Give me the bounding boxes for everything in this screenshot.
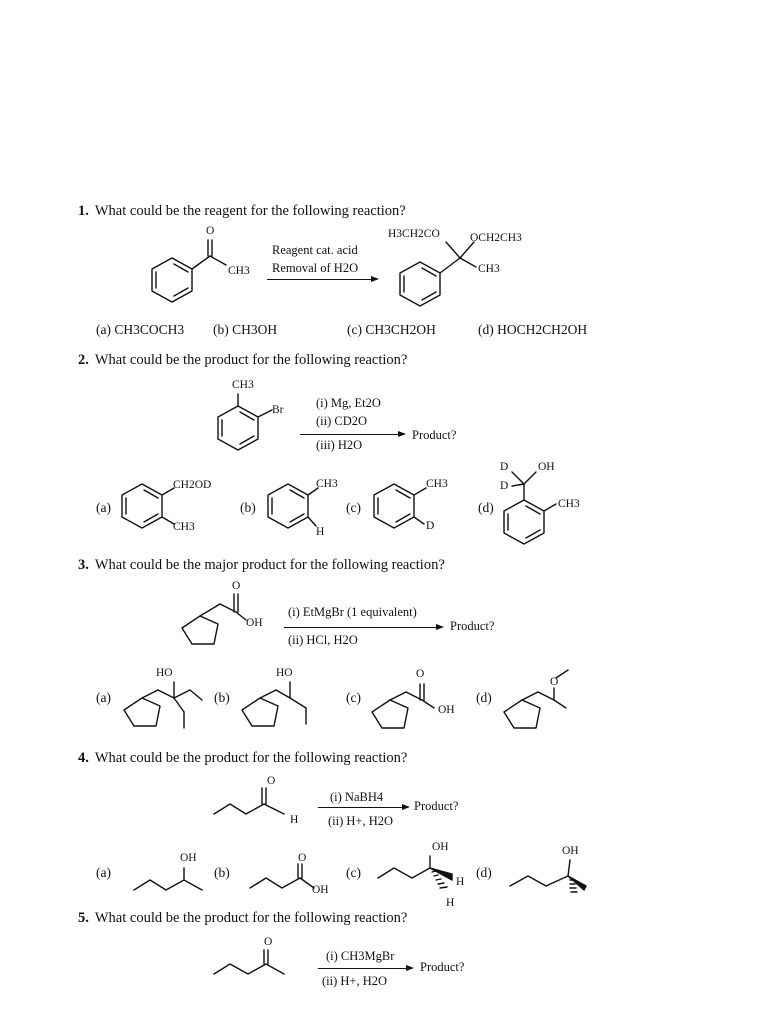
q1-reactant-methyl: CH3 — [228, 265, 250, 277]
q1-reaction-arrow — [267, 279, 377, 280]
q3-condition-1: (i) EtMgBr (1 equivalent) — [288, 605, 417, 619]
q4-reaction-arrow — [318, 807, 408, 808]
q2-option-a-group-2: CH3 — [173, 521, 195, 533]
q3-reactant-oxygen: O — [232, 580, 241, 592]
q1-product-ethoxy-left: H3CH2CO — [388, 228, 440, 240]
q2-option-d-label[interactable]: (d) — [478, 500, 494, 515]
q2-option-d-group-3: OH — [538, 461, 555, 473]
q3-reactant-structure — [176, 592, 266, 652]
q3-condition-2: (ii) HCl, H2O — [288, 633, 358, 647]
q2-reactant-structure — [208, 392, 288, 472]
question-1 — [78, 203, 406, 220]
q2-option-d-group-4: CH3 — [558, 498, 580, 510]
q4-option-d-structure[interactable] — [504, 856, 604, 908]
q1-option-a[interactable]: (a) CH3COCH3 — [96, 322, 185, 337]
q3-option-a-structure[interactable] — [118, 678, 218, 738]
question-number: 1. — [78, 203, 89, 219]
question-text: What could be the product for the following reaction? — [94, 910, 408, 926]
q5-condition-1: (i) CH3MgBr — [326, 949, 395, 963]
q3-option-c-group-2: OH — [438, 704, 455, 716]
q1-option-c[interactable]: (c) CH3CH2OH — [347, 322, 436, 337]
q2-reaction-arrow — [300, 434, 404, 435]
q3-option-d-label[interactable]: (d) — [476, 690, 492, 705]
question-number: 3. — [78, 557, 89, 573]
question-5 — [78, 910, 407, 927]
q3-reaction-arrow — [284, 627, 442, 628]
q1-condition-2: Removal of H2O — [272, 261, 359, 275]
q3-option-c-group-1: O — [416, 668, 425, 680]
question-3 — [78, 557, 445, 574]
q2-option-c-group-2: D — [426, 520, 435, 532]
q1-product-structure — [394, 236, 514, 316]
q4-reactant-structure — [208, 786, 308, 826]
q3-option-b-structure[interactable] — [236, 678, 326, 738]
q1-option-b[interactable]: (b) CH3OH — [213, 322, 278, 337]
q3-reactant-hydroxyl: OH — [246, 617, 263, 629]
question-number: 2. — [78, 352, 89, 368]
q3-option-d-group-1: O — [550, 676, 559, 688]
q4-reactant-oxygen: O — [267, 775, 276, 787]
q5-reactant-structure — [208, 946, 308, 986]
q5-reaction-arrow — [318, 968, 412, 969]
q2-option-a-group-1: CH2OD — [173, 479, 212, 491]
q4-option-b-structure[interactable] — [244, 860, 334, 900]
q2-product-placeholder: Product? — [412, 428, 457, 442]
q3-option-d-structure[interactable] — [498, 664, 598, 736]
question-number: 4. — [78, 750, 89, 766]
q4-option-a-structure[interactable] — [128, 864, 218, 904]
q2-condition-2: (ii) CD2O — [316, 414, 368, 428]
question-text: What could be the product for the following reaction? — [94, 352, 408, 368]
q4-option-c-structure[interactable] — [372, 852, 472, 904]
q3-option-a-label[interactable]: (a) — [96, 690, 111, 705]
q4-option-c-group-1: OH — [432, 841, 449, 853]
q4-option-c-group-2: H — [456, 876, 465, 888]
q2-condition-1: (i) Mg, Et2O — [316, 396, 381, 410]
q2-option-b-group-2: H — [316, 526, 325, 538]
q4-option-b-group-1: O — [298, 852, 307, 864]
q2-condition-3: (iii) H2O — [316, 438, 363, 452]
q2-option-d-structure[interactable] — [498, 462, 578, 554]
q3-option-a-group-1: HO — [156, 667, 173, 679]
q4-reactant-hydrogen: H — [290, 814, 299, 826]
question-text: What could be the product for the following reaction? — [94, 750, 408, 766]
q5-reactant-oxygen: O — [264, 936, 273, 948]
q2-option-b-label[interactable]: (b) — [240, 500, 256, 515]
q2-option-a-label[interactable]: (a) — [96, 500, 111, 515]
question-number: 5. — [78, 910, 89, 926]
q1-option-d[interactable]: (d) HOCH2CH2OH — [478, 322, 588, 337]
question-text: What could be the major product for the following reaction? — [94, 557, 445, 573]
question-text: What could be the reagent for the following reaction? — [94, 203, 406, 219]
q4-option-c-label[interactable]: (c) — [346, 865, 361, 880]
q2-option-d-group-2: D — [500, 480, 509, 492]
q1-product-methyl: CH3 — [478, 263, 500, 275]
q3-option-c-label[interactable]: (c) — [346, 690, 361, 705]
q4-option-a-label[interactable]: (a) — [96, 865, 111, 880]
question-4 — [78, 750, 407, 767]
q2-option-c-label[interactable]: (c) — [346, 500, 361, 515]
q3-option-b-group-1: HO — [276, 667, 293, 679]
q4-option-a-group-1: OH — [180, 852, 197, 864]
q3-option-b-label[interactable]: (b) — [214, 690, 230, 705]
q4-option-b-label[interactable]: (b) — [214, 865, 230, 880]
q5-product-placeholder: Product? — [420, 960, 465, 974]
q2-option-d-group-1: D — [500, 461, 509, 473]
q4-option-c-group-3: H — [446, 897, 455, 909]
q4-option-b-group-2: OH — [312, 884, 329, 896]
q4-condition-1: (i) NaBH4 — [330, 790, 384, 804]
q2-reactant-bromo: Br — [272, 404, 284, 416]
q3-product-placeholder: Product? — [450, 619, 495, 633]
q1-product-ethoxy-right: OCH2CH3 — [470, 232, 522, 244]
q4-option-d-group-1: OH — [562, 845, 579, 857]
q4-option-d-label[interactable]: (d) — [476, 865, 492, 880]
q4-product-placeholder: Product? — [414, 799, 459, 813]
q5-condition-2: (ii) H+, H2O — [322, 974, 388, 988]
q2-reactant-methyl: CH3 — [232, 379, 254, 391]
q2-option-b-group-1: CH3 — [316, 478, 338, 490]
q1-condition-1: Reagent cat. acid — [272, 243, 358, 257]
q1-reactant-oxygen: O — [206, 225, 215, 237]
q4-condition-2: (ii) H+, H2O — [328, 814, 394, 828]
q3-option-c-structure[interactable] — [366, 680, 456, 740]
question-2 — [78, 352, 407, 369]
q2-option-c-group-1: CH3 — [426, 478, 448, 490]
